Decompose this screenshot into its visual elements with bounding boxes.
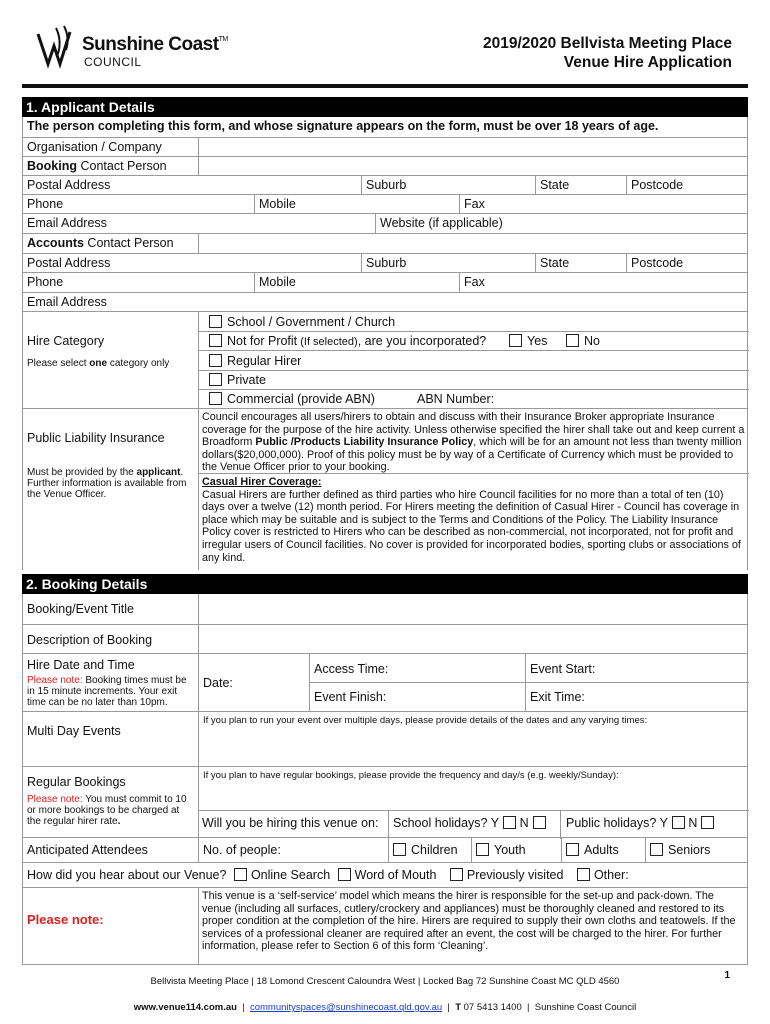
- description-field[interactable]: [198, 625, 749, 653]
- footer-phone: 07 5413 1400: [461, 1002, 522, 1013]
- public-liability-text: Council encourages all users/hirers to obtain and discuss with their Insurance Broker appropriate Insurance coverage for the purpose of the hire activity. Unless otherwise specified the hirer shall take out and keep current a Broadform Public /Products Liability Insurance Policy, which will be for an amount not less than twenty million dollars($20,000,000). Proof of this policy must be by way of a Certificate of Currency which must be provided to the Venue Officer prior to your booking. Casual Hirer Coverage: Casual Hirers are further defined as third parties who hire Council facilities for no more than a total of ten (10) days over a twelve (12) month period. For Hirers meeting the definition of Casual Hirer - Council has coverage in place which may be suitable and is subject to the Terms and Conditions of the Policy. The Liability Insurance Policy cover is restricted to Hirers who can be described as non-commercial, not incorporated, not for profit and irregular users of Council facilities. No cover is provided for incorporated bodies, sporting clubs or associations of any kind.: [198, 409, 749, 570]
- description-label: Description of Booking: [27, 633, 153, 647]
- divider: [198, 331, 749, 332]
- how-heard-row: How did you hear about our Venue? Online Search Word of Mouth Previously visited Other:: [27, 868, 629, 882]
- logo-council: COUNCIL: [84, 55, 142, 69]
- how-heard-question: How did you hear about our Venue?: [27, 868, 227, 882]
- phone-field[interactable]: Phone: [27, 197, 64, 211]
- checkbox-icon[interactable]: [209, 315, 222, 328]
- casual-hirer-heading: Casual Hirer Coverage:: [202, 476, 322, 488]
- incorporated-yes[interactable]: Yes: [509, 334, 547, 348]
- divider: [198, 370, 749, 371]
- accounts-postal-address-field[interactable]: Postal Address: [27, 256, 111, 270]
- checkbox-icon[interactable]: [577, 868, 590, 881]
- accounts-contact-label: Accounts Contact Person: [27, 236, 174, 250]
- checkbox-icon[interactable]: [209, 334, 222, 347]
- cleaning-note-text: This venue is a ‘self-service’ model which means the hirer is responsible for the set-up and pack-down. The venue (including all surfaces, cutlery/crockery and appliances) must be thoroughly cleaned and restored to its proper condition at the completion of the hire. Hirers are required to supply their own cloths and teatowels. If the services of a professional cleaner are required after an event, the cost will be charged to the hirer. For further information, please refer to Section 6 of this form ‘Cleaning’.: [198, 888, 749, 965]
- hiring-question: Will you be hiring this venue on:: [202, 816, 379, 830]
- section-1-heading: 1. Applicant Details: [22, 97, 748, 117]
- youth-option[interactable]: Youth: [471, 838, 561, 862]
- hire-date-label: Hire Date and Time Please note: Booking times must be in 15 minute increments. Your exit time can be no later than 10pm.: [27, 658, 187, 708]
- page-title: [483, 34, 732, 72]
- state-field[interactable]: State: [535, 176, 626, 194]
- footer-email-link[interactable]: communityspaces@sunshinecoast.qld.gov.au: [249, 1002, 443, 1013]
- accounts-contact-field[interactable]: [198, 234, 749, 253]
- checkbox-icon[interactable]: [209, 392, 222, 405]
- applicant-details-table: [22, 117, 748, 570]
- footer-website[interactable]: www.venue114.com.au: [133, 1002, 237, 1013]
- checkbox-icon[interactable]: [338, 868, 351, 881]
- checkbox-icon[interactable]: [209, 373, 222, 386]
- sunshine-coast-logo-icon: [36, 24, 82, 70]
- title-line-1: 2019/2020 Bellvista Meeting Place: [482, 35, 732, 52]
- children-option[interactable]: Children: [388, 838, 471, 862]
- booking-contact-label: Booking Contact Person: [27, 159, 167, 173]
- cleaning-note-label: Please note:: [27, 912, 104, 927]
- accounts-phone-field[interactable]: Phone: [27, 275, 64, 289]
- casual-hirer-text: Casual Hirers are further defined as third parties who hire Council facilities for no more than a total of ten (10) days over a twelve (12) month period. For Hirers meeting the definition of Casual Hirer - Council has coverage in place which may be suitable and is subject to the Terms and Conditions of the Policy. The Liability Insurance Policy cover is restricted to Hirers who can be described as non-commercial, not incorporated, not for profit and irregular users of Council facilities. No cover is provided for incorporated bodies, sporting clubs or associations of any kind.: [202, 488, 741, 564]
- section-2-heading: 2. Booking Details: [22, 574, 748, 594]
- school-holidays: School holidays? Y N: [393, 816, 546, 830]
- checkbox-icon[interactable]: [450, 868, 463, 881]
- organisation-label: Organisation / Company: [27, 140, 162, 154]
- checkbox-icon[interactable]: [701, 816, 714, 829]
- divider: [198, 389, 749, 390]
- exit-time-field[interactable]: Exit Time:: [530, 690, 585, 704]
- regular-bookings-field[interactable]: If you plan to have regular bookings, please provide the frequency and day/s (e.g. weekly/Sunday):: [198, 767, 749, 837]
- email-field[interactable]: Email Address: [27, 216, 107, 230]
- checkbox-icon[interactable]: [566, 843, 579, 856]
- incorporated-no[interactable]: No: [566, 334, 600, 348]
- attendees-label: Anticipated Attendees: [27, 843, 148, 857]
- event-title-label: Booking/Event Title: [27, 602, 135, 616]
- website-field[interactable]: Website (if applicable): [375, 214, 749, 233]
- event-start-field[interactable]: Event Start:: [530, 662, 596, 676]
- checkbox-icon[interactable]: [209, 354, 222, 367]
- event-title-field[interactable]: [198, 594, 749, 624]
- footer-contacts: www.venue114.com.au | communityspaces@sunshinecoast.qld.gov.au | T 07 5413 1400 | Sunshine Coast Council: [133, 1002, 637, 1013]
- accounts-suburb-field[interactable]: Suburb: [361, 254, 535, 272]
- date-field[interactable]: Date:: [198, 654, 309, 711]
- divider: [198, 350, 749, 351]
- regular-bookings-label: Regular Bookings Please note: You must commit to 10 or more bookings to be charged at the regular hirer rate.: [27, 775, 187, 827]
- logo-name: Sunshine Coast™: [82, 34, 228, 55]
- category-school[interactable]: School / Government / Church: [209, 315, 395, 329]
- suburb-field[interactable]: Suburb: [361, 176, 535, 194]
- multi-day-field[interactable]: If you plan to run your event over multiple days, please provide details of the dates and any varying times:: [198, 712, 749, 766]
- checkbox-icon[interactable]: [503, 816, 516, 829]
- checkbox-icon[interactable]: [476, 843, 489, 856]
- header-rule: [22, 84, 748, 88]
- num-people-field[interactable]: No. of people:: [198, 838, 388, 862]
- adults-option[interactable]: Adults: [561, 838, 645, 862]
- checkbox-icon[interactable]: [509, 334, 522, 347]
- checkbox-icon[interactable]: [672, 816, 685, 829]
- category-private[interactable]: Private: [209, 373, 266, 387]
- category-commercial[interactable]: Commercial (provide ABN): [209, 392, 375, 406]
- footer-address: Bellvista Meeting Place | 18 Lomond Crescent Caloundra West | Locked Bag 72 Sunshine Coast MC QLD 4560: [150, 976, 620, 987]
- mobile-field[interactable]: Mobile: [254, 195, 459, 213]
- accounts-postcode-field[interactable]: Postcode: [626, 254, 749, 272]
- event-finish-field[interactable]: Event Finish:: [314, 690, 387, 704]
- accounts-fax-field[interactable]: Fax: [459, 273, 749, 292]
- checkbox-icon[interactable]: [234, 868, 247, 881]
- category-regular-hirer[interactable]: Regular Hirer: [209, 354, 301, 368]
- access-time-field[interactable]: Access Time:: [314, 662, 389, 676]
- checkbox-icon[interactable]: [393, 843, 406, 856]
- seniors-option[interactable]: Seniors: [645, 838, 749, 862]
- multi-day-label: Multi Day Events: [27, 724, 121, 738]
- postal-address-field[interactable]: Postal Address: [27, 178, 111, 192]
- category-not-for-profit[interactable]: Not for Profit (If selected), are you incorporated?: [209, 334, 486, 348]
- booking-details-table: [22, 594, 748, 965]
- accounts-mobile-field[interactable]: Mobile: [254, 273, 459, 292]
- fax-field[interactable]: Fax: [459, 195, 749, 213]
- title-line-2: Venue Hire Application: [563, 54, 732, 71]
- hire-category-label: Hire Category Please select one category only: [27, 334, 170, 369]
- organisation-field[interactable]: [198, 138, 749, 156]
- council-logo: [36, 24, 236, 72]
- booking-contact-field[interactable]: [198, 157, 749, 175]
- footer-org: Sunshine Coast Council: [534, 1002, 637, 1013]
- accounts-email-field[interactable]: Email Address: [27, 295, 107, 309]
- postcode-field[interactable]: Postcode: [626, 176, 749, 194]
- abn-number-label: ABN Number:: [417, 392, 495, 406]
- page-number: 1: [724, 970, 730, 981]
- public-holidays: Public holidays? Y N: [566, 816, 714, 830]
- checkbox-icon[interactable]: [650, 843, 663, 856]
- accounts-state-field[interactable]: State: [535, 254, 626, 272]
- public-liability-label: Public Liability Insurance Must be provided by the applicant. Further information is available from the Venue Officer.: [27, 431, 187, 500]
- checkbox-icon[interactable]: [533, 816, 546, 829]
- age-notice: The person completing this form, and whose signature appears on the form, must be over 18 years of age.: [27, 119, 659, 133]
- checkbox-icon[interactable]: [566, 334, 579, 347]
- hire-category-options: [198, 312, 749, 408]
